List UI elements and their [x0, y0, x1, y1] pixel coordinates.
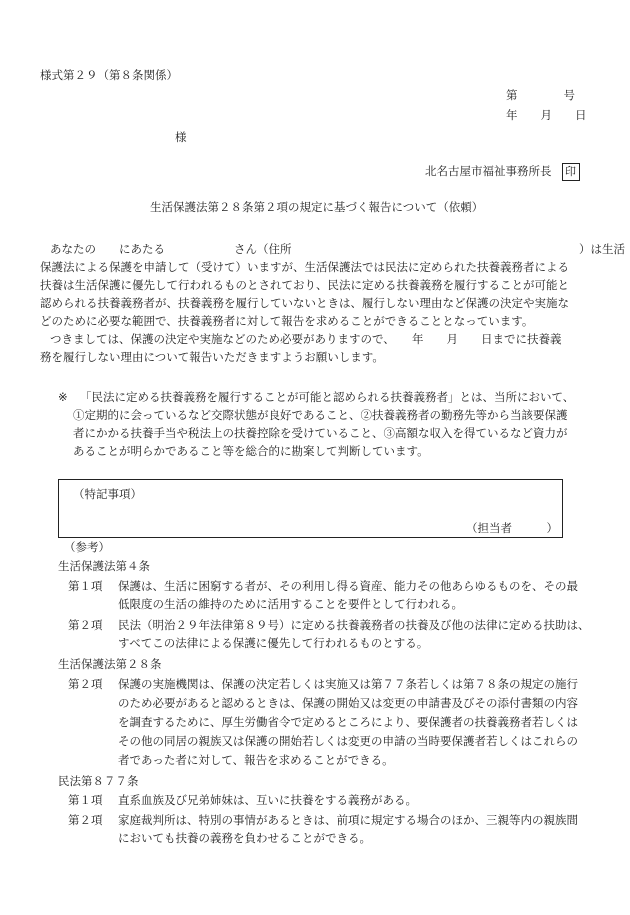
special-notes-box: [58, 479, 563, 538]
note-mark: ※: [58, 390, 68, 404]
sender-block: [425, 162, 580, 181]
item-line: 保護の実施機関は、保護の決定若しくは実施又は第７７条若しくは第７８条の規定の施行: [118, 677, 578, 691]
note-line: あることが明らかであること等を総合的に勘案して判断しています。: [73, 444, 429, 458]
form-label: 様式第２９（第８条関係）: [40, 68, 178, 82]
sender-name: 北名古屋市福祉事務所長: [425, 164, 552, 178]
note-line: 「民法に定める扶養義務を履行することが可能と認められる扶養義務者」とは、当所において、: [80, 390, 575, 404]
document-title: 生活保護法第２８条第２項の規定に基づく報告について（依頼）: [150, 200, 484, 214]
addressee-suffix: 様: [175, 130, 187, 144]
item-label: 第２項: [68, 618, 103, 632]
reference-label: （参考）: [64, 540, 110, 554]
law-heading: 民法第８７７条: [58, 774, 139, 788]
special-notes-label: （特記事項）: [73, 487, 142, 501]
body-line: あなたの にあたる さん（住所 ）は生活: [50, 242, 625, 256]
item-line: のため必要があると認めるときは、保護の開始又は変更の申請書及びその添付書類の内容: [118, 696, 578, 710]
body-line: どのために必要な範囲で、扶養義務者に対して報告を求めることができることとなっています。: [40, 314, 534, 328]
item-label: 第２項: [68, 813, 103, 827]
document-date: 年 月 日: [506, 108, 587, 122]
item-line: を調査するために、厚生労働省令で定めるところにより、要保護者の扶養義務者若しくは: [118, 715, 578, 729]
item-line: 民法（明治２９年法律第８９号）に定める扶養義務者の扶養及び他の法律に定める扶助は、: [118, 618, 590, 632]
item-line: 者であった者に対して、報告を求めることができる。: [118, 753, 394, 767]
staff-label: （担当者 ）: [466, 521, 558, 535]
item-line: においても扶養の義務を負わせることができる。: [118, 831, 371, 845]
item-line: 家庭裁判所は、特別の事情があるときは、前項に規定する場合のほか、三親等内の親族間: [118, 813, 578, 827]
document-number: 第 号: [506, 88, 575, 102]
body-line: つきましては、保護の決定や実施などのため必要がありますので、 年 月 日までに扶養義: [50, 332, 562, 346]
item-label: 第１項: [68, 579, 103, 593]
body-line: 扶養は生活保護に優先して行われるものとされており、民法に定める扶養義務を履行することが可能と: [40, 278, 569, 292]
body-paragraph-1: [40, 240, 625, 330]
item-line: すべてこの法律による保護に優先して行われるものとする。: [118, 636, 429, 650]
law-heading: 生活保護法第２８条: [58, 657, 162, 671]
note-line: ①定期的に会っているなど交際状態が良好であること、②扶養義務者の勤務先等から当該要保護: [73, 408, 568, 422]
item-line: 保護は、生活に困窮する者が、その利用し得る資産、能力その他あらゆるものを、その最: [118, 579, 578, 593]
item-label: 第２項: [68, 677, 103, 691]
body-line: 保護法による保護を申請して（受けて）いますが、生活保護法では民法に定められた扶養義務者による: [40, 260, 569, 274]
item-line: 直系血族及び兄弟姉妹は、互いに扶養をする義務がある。: [118, 793, 417, 807]
item-line: 低限度の生活の維持のために活用することを要件として行われる。: [118, 597, 463, 611]
law-heading: 生活保護法第４条: [58, 559, 150, 573]
body-paragraph-2: [40, 330, 590, 366]
item-label: 第１項: [68, 793, 103, 807]
item-line: その他の同居の親族又は保護の開始若しくは変更の申請の当時要保護者若しくはこれらの: [118, 734, 578, 748]
note-line: 者にかかる扶養手当や税法上の扶養控除を受けていること、③高額な収入を得ているなど資力が: [73, 426, 568, 440]
body-line: 認められる扶養義務者が、扶養義務を履行していないときは、履行しない理由など保護の決定や実施な: [40, 296, 569, 310]
body-line: 務を履行しない理由について報告いただきますようお願いします。: [40, 350, 384, 364]
official-seal: 印: [562, 163, 580, 181]
